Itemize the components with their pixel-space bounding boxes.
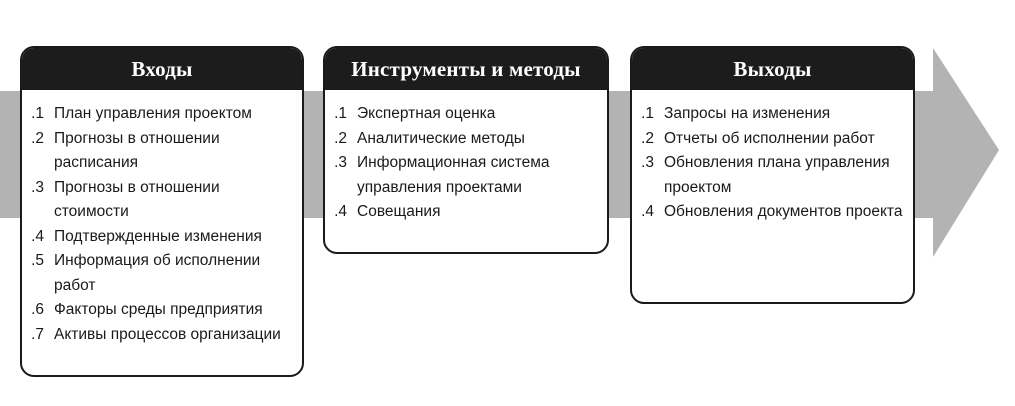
inputs-title: Входы <box>22 48 302 90</box>
item-text: Прогнозы в отношении стоимости <box>54 178 220 220</box>
item-text: Обновления документов проекта <box>664 203 903 220</box>
tools-list <box>325 90 607 225</box>
item-text: Факторы среды предприятия <box>54 301 263 318</box>
item-text: Отчеты об исполнении работ <box>664 129 875 147</box>
outputs-item-2 <box>632 127 913 152</box>
item-number: .1 <box>641 105 654 122</box>
item-number: .4 <box>641 203 654 220</box>
item-text: Обновления плана управления проектом <box>664 154 890 196</box>
outputs-title: Выходы <box>632 48 913 90</box>
item-number: .1 <box>31 105 44 122</box>
inputs-item-2 <box>22 127 302 176</box>
item-number: .7 <box>31 325 44 343</box>
item-number: .5 <box>31 252 44 269</box>
outputs-box <box>630 46 915 304</box>
tools-box <box>323 46 609 254</box>
outputs-item-1 <box>632 102 913 127</box>
item-text: План управления проектом <box>54 105 252 122</box>
tools-item-4 <box>325 200 607 225</box>
tools-title: Инструменты и методы <box>325 48 607 90</box>
item-text: Подтвержденные изменения <box>54 227 262 245</box>
item-number: .3 <box>31 178 44 196</box>
inputs-item-7 <box>22 323 302 348</box>
item-text: Информация об исполнении работ <box>54 252 261 294</box>
outputs-item-3 <box>632 151 913 200</box>
item-number: .4 <box>334 203 347 220</box>
item-number: .3 <box>334 154 347 171</box>
inputs-item-3 <box>22 176 302 225</box>
item-number: .4 <box>31 227 44 245</box>
item-text: Прогнозы в отношении расписания <box>54 129 220 171</box>
tools-item-1 <box>325 102 607 127</box>
item-text: Совещания <box>357 203 441 220</box>
outputs-item-4 <box>632 200 913 225</box>
inputs-item-4 <box>22 225 302 250</box>
item-text: Запросы на изменения <box>664 105 831 122</box>
inputs-list <box>22 90 302 347</box>
tools-item-3 <box>325 151 607 200</box>
item-text: Аналитические методы <box>357 129 525 147</box>
inputs-item-5 <box>22 249 302 298</box>
tools-item-2 <box>325 127 607 152</box>
item-number: .6 <box>31 301 44 318</box>
inputs-item-1 <box>22 102 302 127</box>
item-number: .3 <box>641 154 654 171</box>
outputs-list <box>632 90 913 225</box>
item-number: .2 <box>334 129 347 147</box>
item-number: .2 <box>31 129 44 147</box>
item-text: Информационная система управления проектами <box>357 154 550 196</box>
item-text: Активы процессов организации <box>54 325 281 343</box>
inputs-item-6 <box>22 298 302 323</box>
item-text: Экспертная оценка <box>357 105 496 122</box>
inputs-box <box>20 46 304 377</box>
item-number: .1 <box>334 105 347 122</box>
item-number: .2 <box>641 129 654 147</box>
